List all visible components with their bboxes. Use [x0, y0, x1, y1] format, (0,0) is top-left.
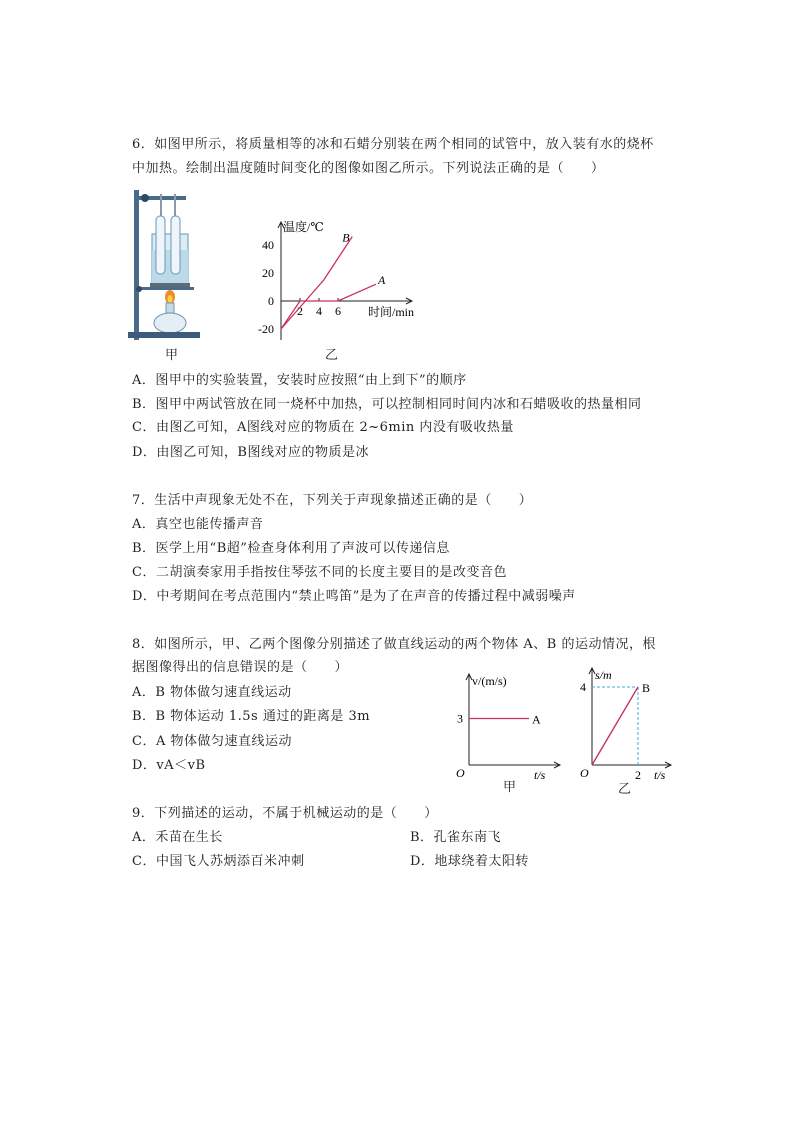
velocity-time-chart [450, 666, 565, 784]
origin-label: O [580, 766, 589, 780]
q7-option-d: D．中考期间在考点范围内“禁止鸣笛”是为了在声音的传播过程中减弱噪声 [132, 589, 576, 604]
q9-option-a: A．禾苗在生长 [132, 830, 223, 845]
x-tick-label-0: 2 [297, 304, 303, 318]
y-axis-label: s/m [595, 668, 612, 682]
q8-option-d: D．vA＜vB [132, 758, 206, 773]
y-axis-label: 温度/℃ [283, 220, 324, 234]
y-tick-label-1: 20 [262, 266, 274, 280]
q9-option-d: D．地球绕着太阳转 [410, 854, 529, 869]
y-tick-label-0: 3 [457, 711, 463, 726]
q9-stem: 9．下列描述的运动，不属于机械运动的是（ ） [132, 806, 438, 821]
q7-option-a: A．真空也能传播声音 [132, 517, 264, 532]
q6-fig-yi-caption: 乙 [325, 348, 339, 363]
y-axis-label: v/(m/s) [472, 674, 507, 688]
temperature-time-chart [250, 218, 430, 343]
y-tick-label-0: 4 [580, 680, 586, 694]
q7-option-b: B．医学上用“B超”检查身体利用了声波可以传递信息 [132, 541, 450, 556]
y-tick-label-0: 40 [262, 238, 274, 252]
q8-fig-jia-caption: 甲 [503, 780, 517, 795]
q8-option-c: C．A 物体做匀速直线运动 [132, 734, 292, 749]
series-b-label: B [342, 230, 350, 245]
x-tick-label-0: 2 [635, 768, 641, 782]
q6-option-a: A．图甲中的实验装置，安装时应按照“由上到下”的顺序 [132, 373, 467, 388]
series-a-line [281, 284, 376, 329]
apparatus-figure [128, 186, 208, 361]
q9-option-b: B．孔雀东南飞 [410, 830, 502, 845]
q8-stem-line2: 据图像得出的信息错误的是（ ） [132, 660, 349, 675]
origin-label: O [456, 766, 465, 780]
y-tick-label-3: -20 [258, 322, 274, 336]
q6-stem-line2: 中加热。绘制出温度随时间变化的图像如图乙所示。下列说法正确的是（ ） [132, 161, 605, 176]
series-b-label: B [642, 681, 651, 695]
series-b-line [592, 687, 638, 765]
x-axis-label: 时间/min [368, 305, 415, 319]
series-a-label: A [532, 712, 541, 727]
q7-stem: 7．生活中声现象无处不在，下列关于声现象描述正确的是（ ） [132, 493, 533, 508]
distance-time-chart [575, 664, 675, 782]
q6-option-c: C．由图乙可知，A图线对应的物质在 2~6min 内没有吸收热量 [132, 420, 514, 435]
x-axis-label: t/s [534, 768, 546, 782]
q8-option-b: B．B 物体运动 1.5s 通过的距离是 3m [132, 709, 371, 724]
q6-option-d: D．由图乙可知，B图线对应的物质是冰 [132, 445, 369, 460]
q8-fig-yi-caption: 乙 [618, 782, 632, 797]
q8-stem-line1: 8．如图所示，甲、乙两个图像分别描述了做直线运动的两个物体 A、B 的运动情况，根 [132, 637, 656, 652]
q6-stem-line1: 6．如图甲所示，将质量相等的冰和石蜡分别装在两个相同的试管中，放入装有水的烧杯 [132, 137, 654, 152]
q8-option-a: A．B 物体做匀速直线运动 [132, 685, 292, 700]
q7-option-c: C．二胡演奏家用手指按住琴弦不同的长度主要目的是改变音色 [132, 565, 507, 580]
x-axis-label: t/s [654, 768, 666, 782]
q6-fig-jia-caption: 甲 [165, 348, 179, 363]
series-a-label: A [378, 273, 386, 288]
q6-option-b: B．图甲中两试管放在同一烧杯中加热，可以控制相同时间内冰和石蜡吸收的热量相同 [132, 397, 642, 412]
x-tick-label-2: 6 [335, 304, 341, 318]
y-tick-label-2: 0 [268, 294, 274, 308]
x-tick-label-1: 4 [316, 304, 322, 318]
q9-option-c: C．中国飞人苏炳添百米冲刺 [132, 854, 305, 869]
